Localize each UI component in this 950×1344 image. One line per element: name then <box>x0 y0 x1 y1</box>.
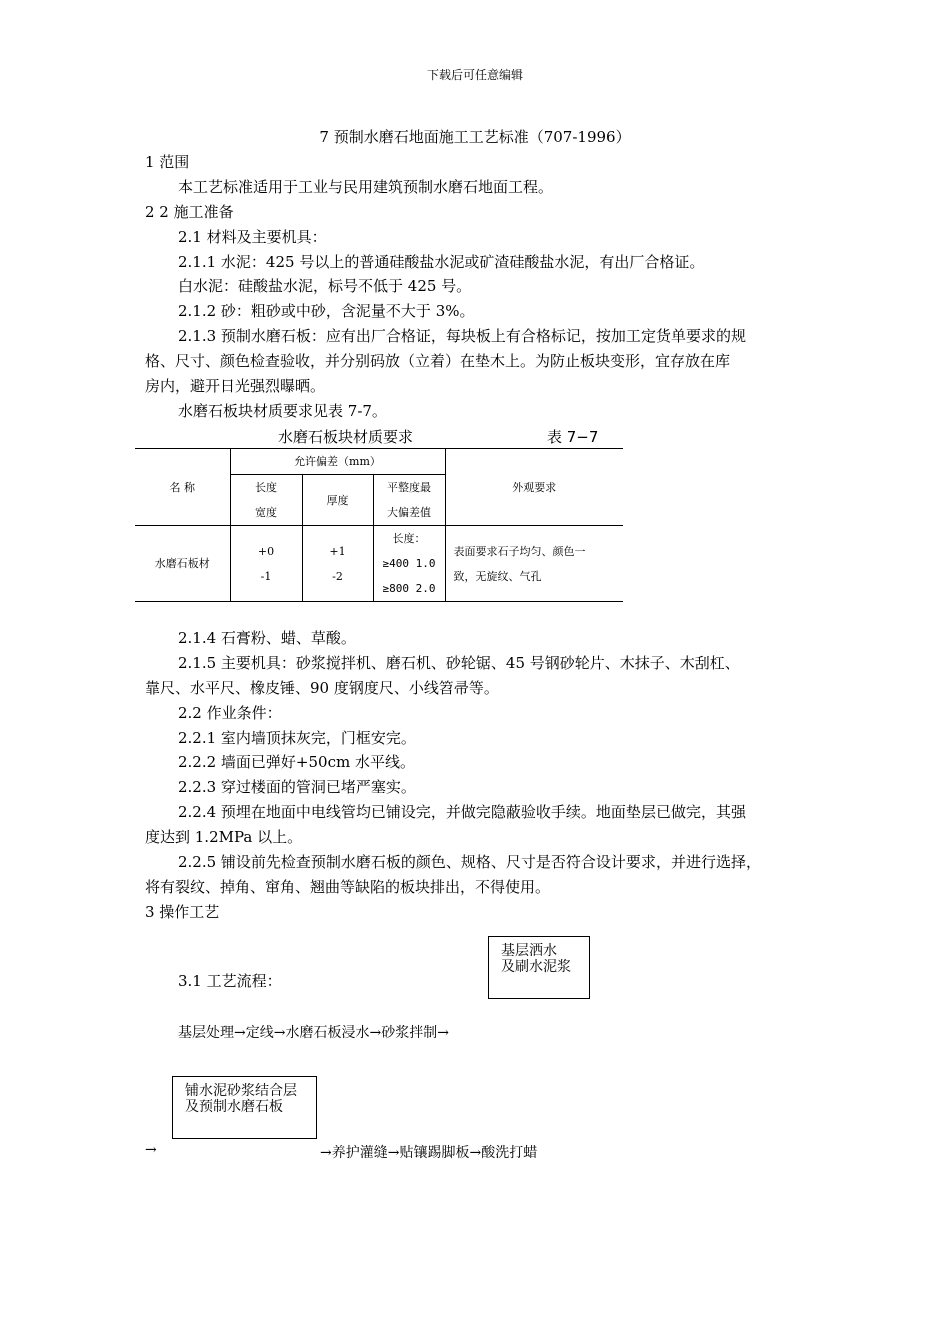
page-header: 下载后可任意编辑 <box>426 68 523 82</box>
para-2-2-5-line2: 将有裂纹、掉角、窜角、翘曲等缺陷的板块排出，不得使用。 <box>145 878 551 896</box>
table-row <box>135 526 623 602</box>
flow-arrow-start: → <box>145 1142 157 1158</box>
para-2-1-2: 2.1.2 砂：粗砂或中砂，含泥量不大于 3%。 <box>178 302 475 320</box>
para-2-1-3-line2: 格、尺寸、颜色检查验收，并分别码放（立着）在垫木上。为防止板块变形，宜存放在库 <box>145 352 731 370</box>
material-spec-table <box>135 448 623 602</box>
section-1-heading: 1 范围 <box>145 153 190 171</box>
header-flatness-1: 平整度最 <box>387 481 431 494</box>
row-flatness-800: ≥800 2.0 <box>382 582 436 595</box>
header-flatness-2: 大偏差值 <box>387 506 431 519</box>
header-tolerance: 允许偏差（mm） <box>230 449 445 475</box>
flow-line-1: 基层处理→定线→水磨石板浸水→砂浆拌制→ <box>178 1025 449 1041</box>
flow-line-2: →养护灌缝→贴镶踢脚板→酸洗打蜡 <box>320 1145 538 1161</box>
para-2-2-2: 2.2.2 墙面已弹好+50cm 水平线。 <box>178 753 415 771</box>
para-2-2-4-line1: 2.2.4 预埋在地面中电线管均已铺设完，并做完隐蔽验收手续。地面垫层已做完，其强 <box>178 803 746 821</box>
row-name: 水磨石板材 <box>135 526 230 602</box>
row-thickness-plus: +1 <box>329 544 346 558</box>
row-flatness-400: ≥400 1.0 <box>382 557 436 570</box>
para-2-2-5-line1: 2.2.5 铺设前先检查预制水磨石板的颜色、规格、尺寸是否符合设计要求，并进行选择， <box>178 853 761 871</box>
flow-box-base-watering <box>488 936 590 999</box>
header-length-cell <box>230 475 302 526</box>
header-flatness-cell <box>373 475 445 526</box>
flow-box-mortar-bedding <box>172 1076 317 1139</box>
para-2-1-1: 2.1.1 水泥：425 号以上的普通硅酸盐水泥或矿渣硅酸盐水泥，有出厂合格证。 <box>178 253 705 271</box>
row-flatness-label: 长度： <box>392 532 426 545</box>
table-title: 水磨石板块材质要求 <box>278 428 414 446</box>
table-number: 表 7−7 <box>547 428 599 446</box>
para-2-1: 2.1 材料及主要机具： <box>178 228 327 246</box>
para-2-1-5-line2: 靠尺、水平尺、橡皮锤、90 度钢度尺、小线笤帚等。 <box>145 679 499 697</box>
para-table-reference: 水磨石板块材质要求见表 7-7。 <box>178 402 387 420</box>
para-2-1-3-line3: 房内，避开日光强烈曝晒。 <box>145 377 326 395</box>
row-thickness-minus: -2 <box>332 569 343 583</box>
row-appearance-1: 表面要求石子均匀、颜色一 <box>453 544 586 558</box>
header-width: 宽度 <box>255 506 277 519</box>
row-length-cell <box>230 526 302 602</box>
row-thickness-cell <box>302 526 373 602</box>
header-appearance: 外观要求 <box>445 449 623 526</box>
document-title: 7 预制水磨石地面施工工艺标准（707-1996） <box>319 128 631 146</box>
header-name-cell <box>135 449 230 526</box>
table-header-row <box>135 449 623 475</box>
para-2-2-4-line2: 度达到 1.2MPa 以上。 <box>145 828 303 846</box>
para-3-1: 3.1 工艺流程： <box>178 972 282 990</box>
row-length-plus: +0 <box>257 544 275 558</box>
row-length-minus: -1 <box>260 569 272 583</box>
flow-box1-line2: 及刷水泥浆 <box>501 959 571 975</box>
para-2-1-3-line1: 2.1.3 预制水磨石板：应有出厂合格证，每块板上有合格标记，按加工定货单要求的规 <box>178 327 746 345</box>
section-2-heading: 2 2 施工准备 <box>145 203 234 221</box>
para-2-2: 2.2 作业条件： <box>178 704 282 722</box>
row-appearance-2: 致，无旋纹、气孔 <box>453 569 542 583</box>
row-flatness-cell <box>373 526 445 602</box>
flow-box1-line1: 基层洒水 <box>501 943 557 959</box>
section-3-heading: 3 操作工艺 <box>145 903 220 921</box>
para-2-2-3: 2.2.3 穿过楼面的管洞已堵严塞实。 <box>178 778 416 796</box>
para-white-cement: 白水泥：硅酸盐水泥，标号不低于 425 号。 <box>178 277 472 295</box>
header-thickness: 厚度 <box>302 475 373 526</box>
section-1-text: 本工艺标准适用于工业与民用建筑预制水磨石地面工程。 <box>178 178 554 196</box>
header-length: 长度 <box>255 481 277 494</box>
para-2-2-1: 2.2.1 室内墙顶抹灰完，门框安完。 <box>178 729 416 747</box>
para-2-1-5-line1: 2.1.5 主要机具：砂浆搅拌机、磨石机、砂轮锯、45 号钢砂轮片、木抹子、木刮杠、 <box>178 654 740 672</box>
row-appearance-cell <box>445 526 623 602</box>
flow-box2-line2: 及预制水磨石板 <box>185 1099 283 1115</box>
header-name: 名 称 <box>169 480 195 494</box>
para-2-1-4: 2.1.4 石膏粉、蜡、草酸。 <box>178 629 356 647</box>
flow-box2-line1: 铺水泥砂浆结合层 <box>185 1083 297 1099</box>
